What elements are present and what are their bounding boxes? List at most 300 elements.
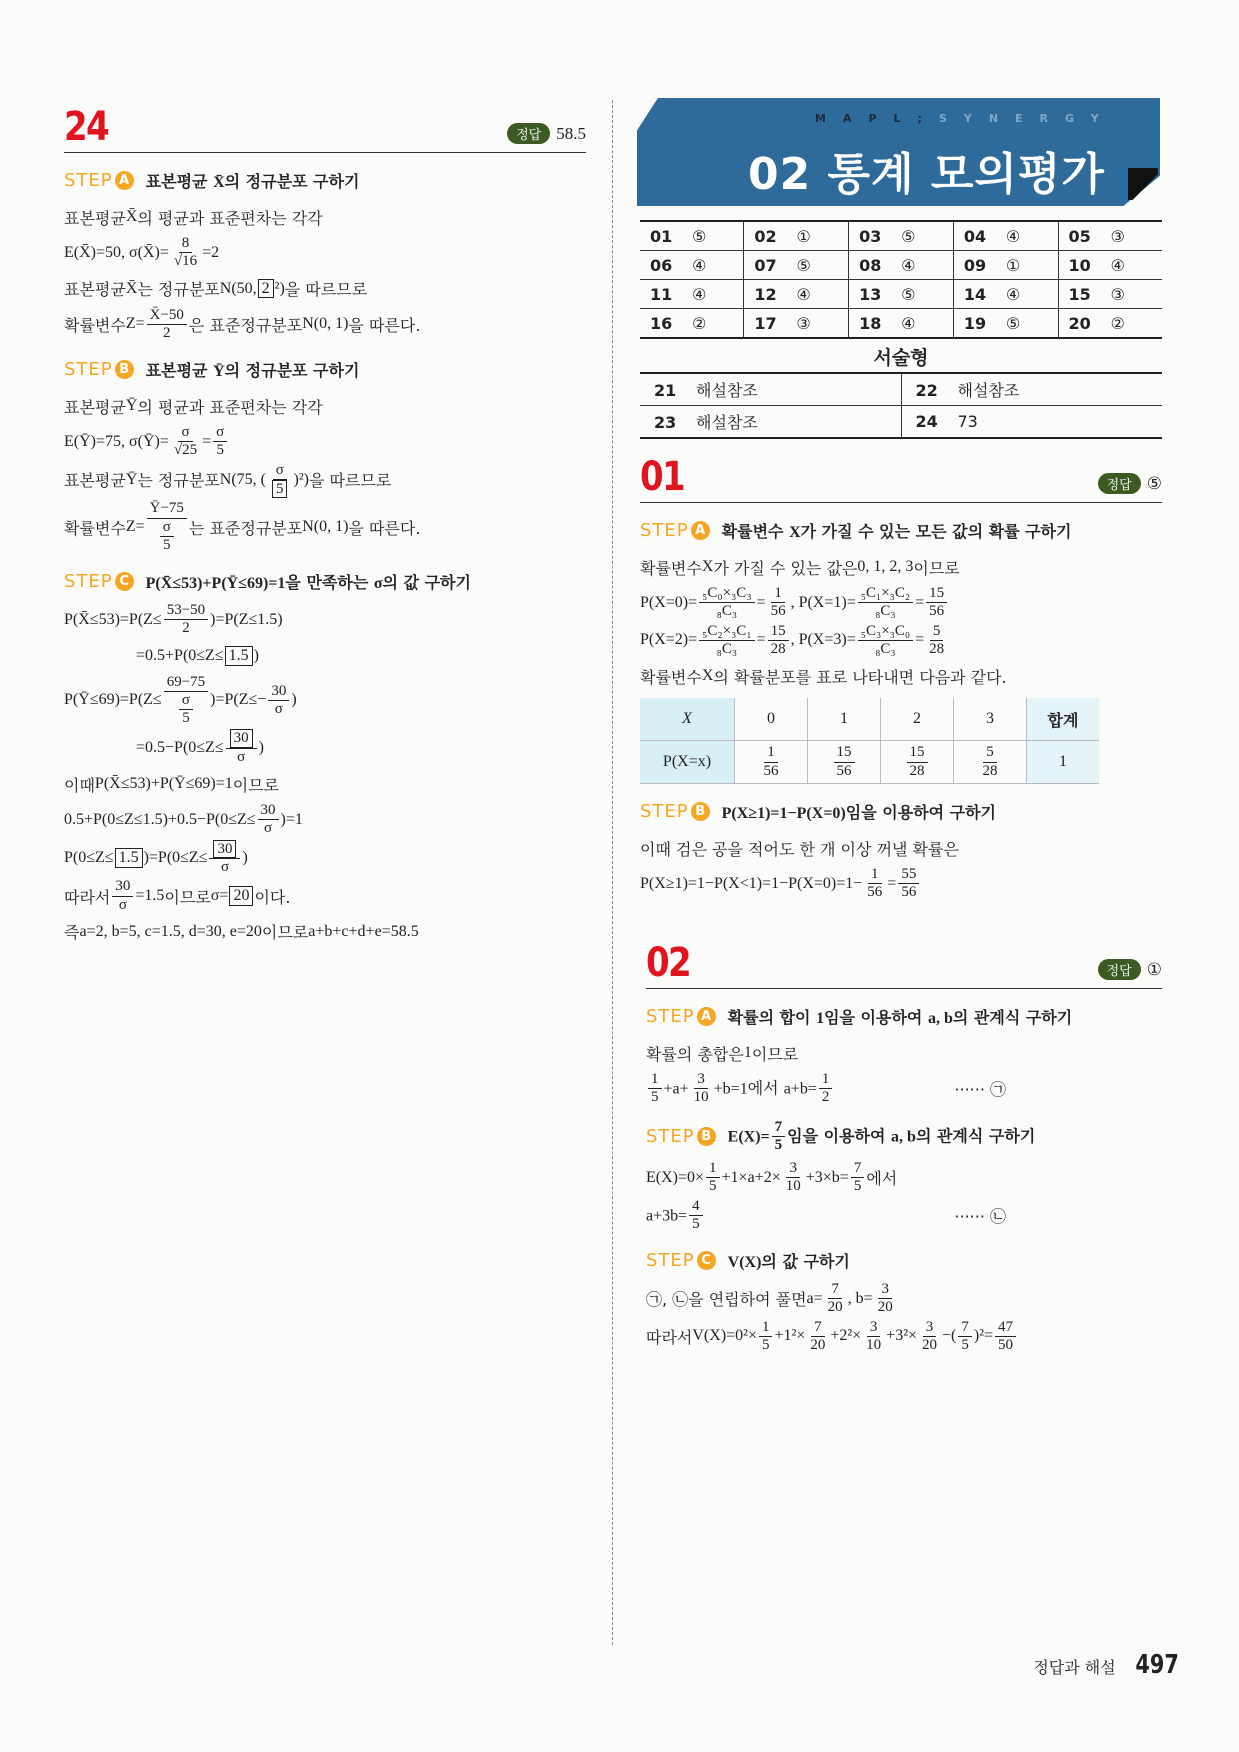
answer-cell [1058, 251, 1162, 280]
column-divider [612, 100, 613, 1645]
group [728, 1119, 1036, 1155]
numerator [786, 1160, 800, 1178]
math-expression: a, b [891, 1127, 916, 1145]
text: 30 [115, 878, 131, 895]
denominator [958, 1337, 972, 1354]
text: 3 [925, 1318, 934, 1335]
step-b [640, 796, 1162, 902]
fraction [648, 1071, 662, 1107]
denominator [155, 519, 179, 555]
numerator [112, 878, 133, 896]
math-expression: P(X=2)= [640, 631, 698, 649]
text: 53−50 [166, 602, 206, 618]
denominator [772, 1137, 786, 1154]
denominator [759, 1337, 773, 1354]
fraction [699, 623, 754, 659]
text: 확률변수 [640, 558, 702, 578]
step-letter-icon: B [691, 802, 710, 821]
solution-line [640, 623, 1162, 659]
solution-line [64, 840, 586, 877]
math-expression: E(X)=0× [646, 1168, 705, 1186]
total-header: 합계 [1027, 698, 1100, 741]
numerator [258, 802, 279, 820]
item-answer: ④ [692, 284, 707, 304]
fraction [898, 866, 919, 902]
answer-box [115, 848, 143, 868]
math-expression: =0.5−P(0≤Z≤ [136, 739, 224, 757]
step-letter-icon: B [697, 1127, 716, 1146]
denominator [819, 1089, 833, 1106]
numerator [178, 424, 192, 442]
text: 는 정규분포 [137, 280, 220, 299]
text: 3 [869, 1318, 878, 1335]
solution-line [64, 602, 586, 638]
question-header [640, 456, 1162, 503]
step-heading [64, 354, 586, 384]
fraction [926, 623, 947, 659]
text: 가 가질 수 있는 값은 [713, 558, 858, 578]
item-number: 13 [859, 284, 882, 304]
essay-section-title: 서술형 [873, 347, 929, 369]
math-expression: X [789, 523, 801, 541]
math-expression: +1²× [774, 1327, 806, 1345]
numerator [819, 1071, 833, 1089]
math-expression: P(X=0)= [640, 593, 698, 611]
fraction [819, 1071, 833, 1107]
denominator [864, 884, 885, 901]
answer-cell [953, 251, 1058, 280]
item-number: 20 [1068, 313, 1091, 333]
denominator [268, 480, 292, 499]
text: 5 [692, 1215, 700, 1232]
text: 1 [709, 1160, 717, 1176]
numerator [689, 1198, 703, 1216]
item-number: 10 [1068, 255, 1091, 275]
text: 확률변수 [640, 667, 702, 687]
text: 확률변수 [64, 518, 126, 538]
answer-value: ① [1146, 959, 1162, 979]
step-label: STEP [646, 1125, 695, 1147]
numerator [179, 692, 193, 710]
solution-line [64, 235, 586, 271]
text: ₈C₃ [716, 603, 738, 620]
item-number: 11 [650, 284, 673, 304]
fraction [995, 1319, 1016, 1355]
math-expression: Ȳ [125, 470, 138, 488]
text: ₅C₁×₃C₂ [860, 585, 911, 601]
math-expression: P(Ȳ≤69)=P(Z≤ [64, 691, 162, 709]
fraction [851, 1160, 865, 1196]
denominator [648, 1089, 662, 1106]
math-expression: Z= [125, 518, 145, 536]
solution-line [640, 585, 1162, 621]
item-number: 17 [754, 313, 777, 333]
item-answer: 해설참조 [696, 381, 758, 400]
math-expression: 1 [816, 1009, 825, 1027]
answer-cell [640, 251, 744, 280]
numerator [898, 866, 919, 884]
question-number: 24 [64, 104, 108, 150]
fraction [706, 1160, 720, 1196]
x-value: 2 [881, 698, 954, 741]
solution-line [64, 201, 586, 233]
math-expression: ²) [274, 279, 285, 297]
numerator [179, 235, 193, 253]
numerator [147, 500, 187, 518]
text: 1 [761, 1318, 770, 1335]
text: √25 [173, 442, 198, 459]
math-expression: 1 [743, 1044, 752, 1061]
solution-steps [646, 1001, 1162, 1354]
text: 47 [998, 1318, 1014, 1335]
text: 2 [261, 279, 270, 297]
step-letter-icon: A [115, 171, 134, 190]
solution-line [646, 1281, 1162, 1317]
answer-cell [744, 280, 849, 309]
math-expression: P(X̄≤53)+P(Ȳ≤69)=1 [94, 775, 233, 792]
answer-cell [849, 280, 954, 309]
text: ₅C₂×₃C₁ [702, 622, 752, 639]
solution-line [64, 802, 586, 838]
text: 1.5 [228, 647, 249, 665]
denominator [171, 442, 200, 459]
answer-cell [640, 406, 901, 439]
fraction [772, 1119, 786, 1155]
item-number: 03 [859, 226, 882, 246]
group [146, 169, 360, 192]
prob-cell [881, 741, 954, 784]
denominator [179, 710, 193, 727]
denominator [116, 897, 130, 914]
text: 임을 이용하여 [787, 1125, 892, 1145]
answer-cell [953, 221, 1058, 251]
text: σ [220, 859, 230, 875]
text: 표본평균 [64, 471, 126, 491]
essay-row [640, 373, 1162, 406]
text: 7 [831, 1281, 839, 1297]
answer-cell [901, 406, 1162, 439]
numerator [878, 1281, 892, 1299]
denominator [851, 1178, 865, 1195]
chapter-title: 02 통계 모의평가 [748, 149, 1105, 200]
text: 5 [709, 1178, 717, 1195]
fraction [858, 623, 913, 659]
numerator [995, 1319, 1016, 1337]
text: ₈C₃ [875, 603, 896, 620]
row-header-x: X [640, 698, 735, 741]
answer-box [225, 646, 253, 666]
solution-step [64, 354, 586, 554]
item-answer: ⑤ [1005, 313, 1021, 333]
solution-line [64, 462, 586, 499]
denominator: 28 [982, 762, 998, 779]
denominator [691, 1089, 712, 1106]
math-expression: = [915, 593, 925, 611]
math-expression: )=P(Z≤1.5) [210, 610, 283, 628]
solution-line [646, 1319, 1162, 1355]
text: 표본평균 [64, 397, 126, 417]
fraction [858, 585, 913, 621]
table-row-x [640, 698, 1099, 741]
text: 임을 이용하여 [824, 1007, 928, 1027]
text: σ [181, 424, 190, 440]
text: 에서 [866, 1169, 898, 1189]
denominator [234, 749, 248, 766]
numerator [759, 1319, 773, 1337]
text: 즉 [64, 923, 80, 943]
math-expression: )²= [973, 1327, 994, 1345]
solution-line [64, 390, 586, 422]
text: 7 [814, 1318, 822, 1335]
solution-steps [64, 165, 586, 948]
question-header [646, 942, 1162, 989]
text: 확률변수 [721, 521, 790, 541]
item-number: 05 [1068, 226, 1091, 246]
denominator [875, 1299, 896, 1316]
answer-cell [744, 251, 849, 280]
math-expression: )²) [293, 470, 309, 488]
text: 1 [821, 1071, 830, 1087]
text: 5 [182, 710, 190, 726]
denominator [689, 1216, 703, 1233]
essay-row [640, 406, 1162, 439]
footer-label: 정답과 해설 [1033, 1658, 1116, 1677]
solution-step [646, 1001, 1162, 1107]
item-number: 09 [963, 255, 987, 275]
text: 이므로 [913, 558, 960, 578]
fraction [919, 1319, 940, 1355]
answer-value: 58.5 [556, 123, 586, 143]
answer-cell [640, 221, 744, 251]
math-expression: , P(X=3)= [790, 631, 856, 649]
numerator [273, 462, 287, 480]
numerator [147, 307, 187, 325]
text: 20 [233, 887, 250, 905]
question-number: 01 [640, 454, 684, 500]
fraction [783, 1160, 804, 1196]
answer-value: ⑤ [1146, 473, 1162, 493]
denominator [714, 603, 740, 620]
step-letter-icon: B [115, 360, 134, 379]
math-expression: σ= [210, 887, 229, 904]
item-answer: ② [1110, 313, 1125, 333]
answer-cell [640, 373, 901, 406]
answer-cell [849, 251, 954, 280]
answer-box [213, 840, 236, 859]
group [728, 1005, 1073, 1028]
math-expression: X [701, 558, 714, 575]
numerator [828, 1281, 842, 1299]
text: 15 [770, 622, 786, 639]
text: 1.5 [118, 849, 139, 867]
fraction [164, 602, 208, 638]
denominator [995, 1337, 1016, 1354]
item-number: 08 [859, 255, 882, 275]
denominator: 28 [909, 762, 925, 779]
item-number: 14 [963, 284, 987, 304]
equation-label: ······ ㉡ [954, 1206, 1006, 1226]
math-expression: =2 [202, 243, 220, 261]
numerator [648, 1071, 662, 1089]
solution-line [64, 916, 586, 948]
page-number: 497 [1135, 1650, 1179, 1680]
solution-line [64, 768, 586, 800]
answer-badge: 정답 [507, 123, 550, 144]
item-answer: 해설참조 [957, 381, 1020, 400]
text: 2 [821, 1089, 830, 1106]
denominator [160, 325, 174, 342]
question-01 [640, 456, 1162, 904]
item-answer: ④ [796, 284, 811, 304]
text: 1 [774, 585, 782, 601]
item-answer: ④ [901, 255, 916, 275]
math-expression: X̄ [125, 279, 138, 297]
text: 가 가질 수 있는 모든 값의 확률 구하기 [800, 521, 1072, 541]
text: 표본평균 [64, 208, 126, 228]
text: 을 만족하는 [285, 572, 374, 592]
step-letter-icon: C [697, 1251, 716, 1270]
math-expression: E(X)= [727, 1127, 770, 1145]
text: 2 [163, 324, 171, 341]
text: 20 [922, 1336, 938, 1353]
text: 30 [217, 840, 233, 857]
answer-cell [901, 373, 1162, 406]
numerator [699, 585, 754, 603]
answer-cell [953, 309, 1058, 339]
item-answer: ② [692, 313, 707, 333]
text: X̄−50 [149, 306, 184, 323]
answer-box [258, 279, 274, 299]
math-expression: Ȳ [125, 397, 138, 414]
numerator [867, 1319, 881, 1337]
fraction [825, 1281, 846, 1317]
fraction [807, 1319, 828, 1355]
expression [646, 1071, 834, 1107]
group [722, 800, 996, 823]
solution-step [64, 165, 586, 342]
fraction [268, 462, 292, 499]
denominator [768, 603, 789, 620]
text: 표본평균 [64, 280, 126, 299]
brand-part-1: MAPL; [815, 112, 939, 125]
answer-row [640, 309, 1162, 339]
text: 10 [866, 1336, 882, 1353]
math-expression: )=P(0≤Z≤ [143, 848, 208, 866]
item-answer: ⑤ [796, 255, 811, 275]
text: 을 따르므로 [284, 280, 368, 299]
math-expression: 0.5+P(0≤Z≤1.5)+0.5−P(0≤Z≤ [64, 810, 256, 828]
item-number: 24 [915, 412, 938, 431]
math-expression: +3²× [886, 1327, 918, 1345]
solution-line [64, 640, 586, 672]
solution-line [64, 424, 586, 460]
fraction [258, 802, 279, 838]
math-expression: a+b+c+d+e=58.5 [308, 922, 419, 940]
solution-step [640, 796, 1162, 902]
math-expression: P(0≤Z≤ [64, 848, 114, 866]
text: 는 표준정규분포 [188, 518, 303, 538]
solution-step [640, 515, 1162, 692]
item-answer: ④ [692, 255, 707, 275]
text: σ [216, 424, 225, 440]
text: σ [118, 896, 127, 913]
text: 이므로 [751, 1044, 799, 1064]
text: ₅C₃×₃C₀ [860, 622, 911, 639]
text: 5 [961, 1336, 969, 1353]
text: 56 [929, 603, 945, 620]
text: 표본평균 [145, 360, 214, 380]
essay-answer-grid [640, 372, 1162, 439]
numerator [768, 623, 789, 641]
denominator [768, 641, 789, 658]
math-expression: P(X≥1)=1−P(X<1)=1−P(X=0)=1− [640, 874, 863, 892]
question-number: 02 [646, 940, 690, 986]
math-expression: a= [806, 1289, 823, 1307]
denominator [272, 701, 286, 718]
denominator [919, 1337, 940, 1354]
brand-logo [815, 112, 1116, 125]
text: 7 [853, 1160, 862, 1176]
text: 56 [867, 884, 883, 901]
equation-label: ······ ㉠ [954, 1080, 1006, 1100]
expression [136, 729, 264, 766]
solution-step [646, 1119, 1162, 1234]
prob-cell [735, 741, 808, 784]
fraction [179, 692, 193, 728]
numerator [706, 1160, 720, 1178]
text: 확률의 총합은 [646, 1044, 744, 1064]
text: 69−75 [166, 673, 206, 690]
math-expression: P(X̄≤53)+P(Ȳ≤69)=1 [145, 574, 286, 592]
answer-cell [849, 221, 954, 251]
question-24 [64, 106, 586, 950]
answer-cell [640, 309, 744, 339]
text: 의 값 구하기 [761, 1251, 850, 1271]
math-expression: a=2, b=5, c=1.5, d=30, e=20 [79, 922, 262, 940]
text: 20 [827, 1299, 843, 1316]
step-letter-icon: A [691, 521, 710, 540]
fraction [691, 1071, 712, 1107]
text: 3 [881, 1281, 889, 1297]
item-answer: ③ [1110, 226, 1125, 246]
answer [1098, 473, 1162, 494]
math-expression: , P(X=1)= [790, 593, 856, 611]
math-expression: X̄ [213, 173, 225, 191]
item-number: 02 [754, 226, 777, 246]
group [728, 1249, 850, 1272]
probability-distribution-table [640, 698, 1099, 784]
text: 에서 [747, 1078, 784, 1098]
math-expression: E(Ȳ)=75, σ(Ȳ)= [64, 432, 169, 450]
fraction [147, 500, 187, 554]
group [146, 358, 360, 381]
text: 10 [785, 1178, 801, 1195]
math-expression: , b= [847, 1289, 873, 1307]
text: 2 [182, 620, 190, 637]
solution-line [64, 729, 586, 766]
text: 이때 검은 공을 적어도 한 개 이상 꺼낼 확률은 [640, 839, 959, 859]
step-heading [640, 515, 1162, 545]
total-value: 1 [1027, 741, 1100, 784]
text: 이때 [64, 775, 95, 795]
denominator: 56 [836, 762, 852, 779]
text: ₈C₃ [716, 640, 738, 657]
solution-line [640, 866, 1162, 902]
text: σ [275, 461, 284, 478]
numerator [699, 623, 754, 641]
text: 55 [901, 866, 917, 882]
text: 1 [651, 1071, 659, 1087]
